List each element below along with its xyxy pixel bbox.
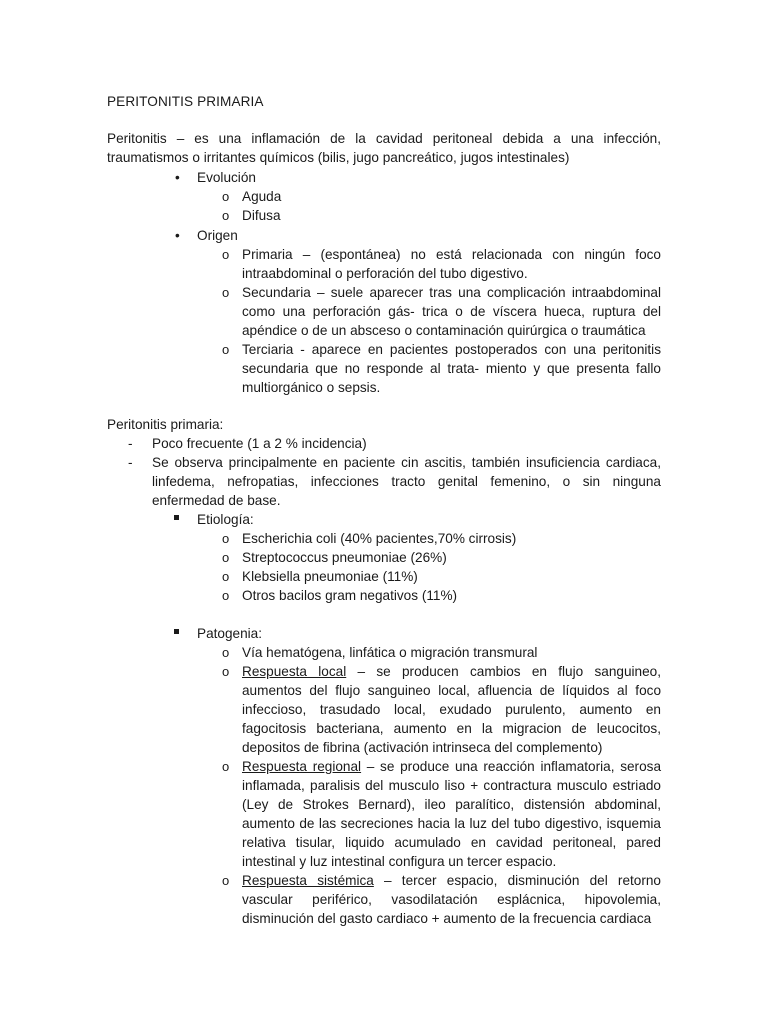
list-item	[222, 586, 661, 605]
list-item-text: Primaria – (espontánea) no está relacionada con ningún foco intraabdominal o perforación del tubo digestivo.	[242, 247, 661, 281]
bullet-circle: o	[222, 759, 230, 774]
bullet-circle: o	[222, 569, 230, 584]
list-item-respuesta-regional	[222, 757, 661, 871]
bullet-square	[174, 629, 179, 634]
list-item-text: Se observa principalmente en paciente cin ascitis, también insuficiencia cardiaca, linfedema, nefropatias, infecciones tracto genital femenino, o sin ninguna enfermedad de base.	[152, 455, 661, 508]
list-item-text: Terciaria - aparece en pacientes postoperados con una peritonitis secundaria que no responde al trata- miento y que presenta fallo multiorgánico o sepsis.	[242, 342, 661, 395]
bullet-circle: o	[222, 247, 230, 262]
bullet-circle: o	[222, 342, 230, 357]
bullet-circle: o	[222, 873, 230, 888]
list-item-label: Evolución	[197, 170, 256, 185]
bullet-dash: -	[128, 455, 133, 470]
bullet-circle: o	[222, 189, 230, 204]
list-item	[222, 283, 661, 340]
bullet-square	[174, 515, 179, 520]
list-item-text: Otros bacilos gram negativos (11%)	[242, 588, 458, 603]
list-item-text: Difusa	[242, 208, 281, 223]
list-item-label: Etiología:	[197, 512, 254, 527]
term-underlined: Respuesta regional	[242, 759, 362, 774]
list-item-text: Escherichia coli (40% pacientes,70% cirrosis)	[242, 531, 517, 546]
list-item	[222, 340, 661, 397]
bullet-dash: -	[128, 436, 133, 451]
bullet-disc: •	[175, 228, 180, 243]
bullet-circle: o	[222, 664, 230, 679]
list-item	[128, 453, 661, 510]
list-item-text: – se produce una reacción inflamatoria, serosa inflamada, paralisis del musculo liso + contractura musculo estriado (Ley de Strokes Bernard), ileo paralítico, distensión abdominal, aumento de las secreciones hacia la luz del tubo digestivo, isquemia relativa tisular, liquido acumulado en cavidad peritoneal, pared intestinal y luz intestinal configura un tercer espacio.	[242, 759, 661, 869]
term-underlined: Respuesta sistémica	[242, 873, 374, 888]
document-title: PERITONITIS PRIMARIA	[107, 94, 264, 109]
list-item-etiologia	[197, 510, 254, 529]
bullet-circle: o	[222, 550, 230, 565]
bullet-circle: o	[222, 645, 230, 660]
list-item-respuesta-sistemica	[222, 871, 661, 928]
list-item	[222, 187, 661, 206]
list-item	[222, 245, 661, 283]
list-item-text: Vía hematógena, linfática o migración transmural	[242, 645, 538, 660]
list-item	[222, 567, 661, 586]
list-item	[222, 529, 661, 548]
list-item-text: Streptococcus pneumoniae (26%)	[242, 550, 447, 565]
list-item-text: – tercer espacio, disminución del retorno vascular periférico, vasodilatación esplácnica, hipovolemia, disminución del gasto cardiaco + aumento de la frecuencia cardiaca	[242, 873, 661, 926]
bullet-circle: o	[222, 531, 230, 546]
term-underlined: Respuesta local	[242, 664, 347, 679]
list-item-label: Origen	[197, 228, 238, 243]
list-item-label: Patogenia:	[197, 626, 263, 641]
list-item	[128, 434, 661, 453]
list-item-text: Poco frecuente (1 a 2 % incidencia)	[152, 436, 367, 451]
list-item-text: Secundaria – suele aparecer tras una complicación intraabdominal como una perforación gás- trica o de víscera hueca, ruptura del apéndice o de un absceso o contaminación quirúrgica o traumática	[242, 285, 661, 338]
list-item-text: Aguda	[242, 189, 282, 204]
section-heading: Peritonitis primaria:	[107, 417, 224, 432]
list-item	[222, 548, 661, 567]
list-item-patogenia	[197, 624, 262, 643]
list-item-evolucion	[175, 168, 256, 187]
bullet-circle: o	[222, 588, 230, 603]
list-item	[222, 206, 661, 225]
intro-paragraph: Peritonitis – es una inflamación de la cavidad peritoneal debida a una infección, traumatismos o irritantes químicos (bilis, jugo pancreático, jugos intestinales)	[107, 131, 661, 165]
bullet-disc: •	[175, 170, 180, 185]
list-item	[222, 643, 661, 662]
list-item-text: – se producen cambios en flujo sanguineo, aumentos del flujo sanguineo local, afluencia de líquidos al foco infeccioso, trasudado local, exudado purulento, aumento en fagocitosis bacteriana, aumento en la migracion de leucocitos, depositos de fibrina (activación intrinseca del complemento)	[242, 664, 661, 755]
bullet-circle: o	[222, 285, 230, 300]
list-item-text: Klebsiella pneumoniae (11%)	[242, 569, 418, 584]
list-item-origen	[175, 226, 238, 245]
list-item-respuesta-local	[222, 662, 661, 757]
bullet-circle: o	[222, 208, 230, 223]
